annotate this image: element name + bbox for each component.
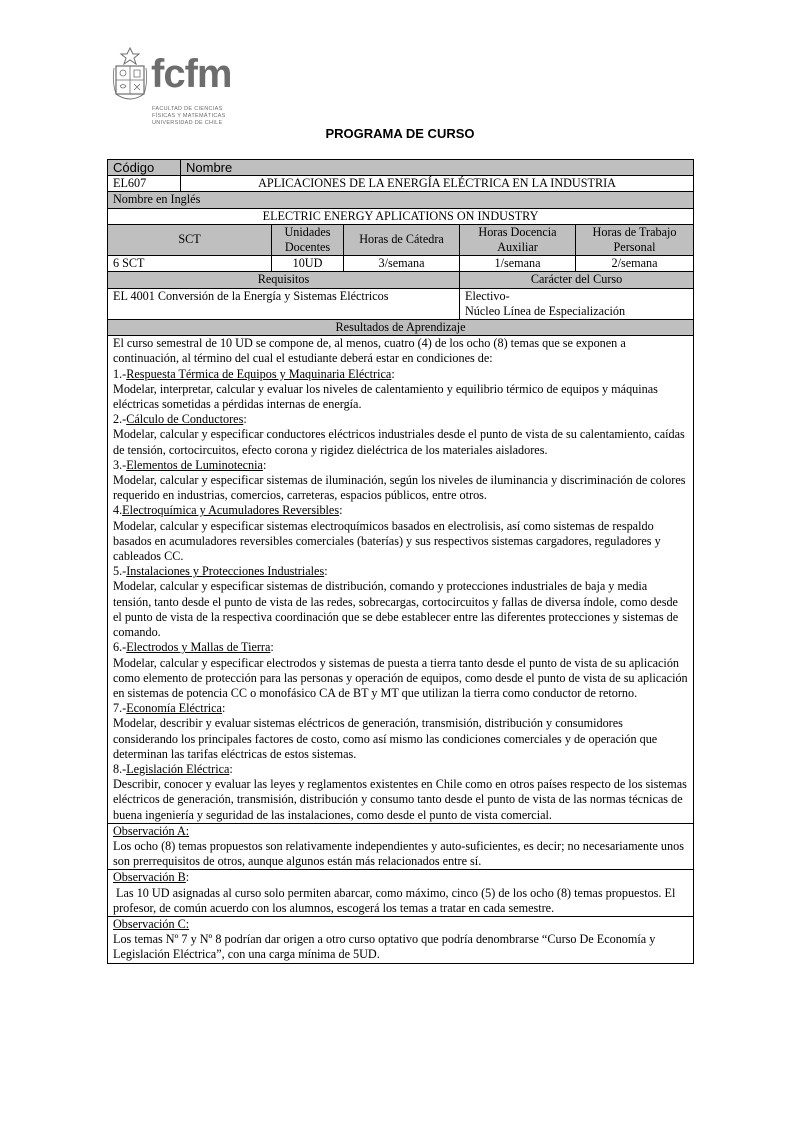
name-label: Nombre — [181, 160, 694, 176]
course-character-label: Carácter del Curso — [460, 272, 694, 288]
auxiliary-hours-header: Horas Docencia Auxiliar — [460, 224, 576, 255]
english-label-row — [108, 192, 694, 208]
sct-value: 6 SCT — [108, 256, 272, 272]
topic-2-heading: 2.-Cálculo de Conductores: — [113, 412, 247, 427]
observation-c — [108, 916, 694, 963]
topic-2-number: 2.- — [113, 412, 127, 427]
course-program-table — [107, 159, 694, 964]
personal-work-hours-value: 2/semana — [576, 256, 694, 272]
requirements-header-row — [108, 272, 694, 288]
topic-1-description: Modelar, interpretar, calcular y evaluar los niveles de calentamiento y equilibrio térmico de equipos y máquinas eléctricas sometidas a pérdidas internas de energía. — [113, 381, 658, 412]
topic-4-title: Electroquímica y Acumuladores Reversibles — [122, 503, 340, 518]
topic-5-description: Modelar, calcular y especificar sistemas de distribución, comando y protecciones industriales de baja y media tensión, tanto desde el punto de vista de las redes, sobrecargas, cortocircuitos y fallas de diversa índole, como desde el punto de vista de la respectiva coordinación que se debe establecer entre las diferentes protecciones y sistemas de comando. — [113, 579, 679, 640]
course-character-line-2: Núcleo Línea de Especialización — [465, 303, 626, 318]
learning-body-row — [108, 336, 694, 824]
topic-5-title: Instalaciones y Protecciones Industriales — [126, 564, 325, 579]
code-label: Código — [108, 160, 181, 176]
lecture-hours-value: 3/semana — [344, 256, 460, 272]
topic-7-number: 7.- — [113, 701, 127, 716]
topic-6-number: 6.- — [113, 640, 127, 655]
topic-7-heading: 7.-Economía Eléctrica: — [113, 701, 226, 716]
sct-header: SCT — [108, 224, 272, 255]
topic-3-description: Modelar, calcular y especificar sistemas de iluminación, según los niveles de iluminancia y discriminación de colores requerido en industrias, comercios, carreteras, espacios públicos, entre otros. — [113, 473, 686, 503]
topic-7-description: Modelar, describir y evaluar sistemas eléctricos de generación, transmisión, distribución y consumidores considerando los principales factores de costo, como así mismo las condiciones comerciales y de operación que determinan las tarifas eléctricas de estos sistemas. — [113, 716, 658, 761]
topic-5-number: 5.- — [113, 564, 127, 579]
institution-line-1: FACULTAD DE CIENCIAS — [152, 106, 223, 112]
topic-8-title: Legislación Eléctrica — [126, 761, 230, 776]
topic-1-title: Respuesta Térmica de Equipos y Maquinaria Eléctrica — [126, 366, 392, 381]
learning-outcomes-body — [108, 336, 694, 824]
topic-2-description: Modelar, calcular y especificar conductores eléctricos industriales desde el punto de vista de su calentamiento, caídas de tensión, cortocircuitos, efecto corona y rigidez dieléctrica de los materiales aisladores. — [113, 427, 685, 457]
topic-2-title: Cálculo de Conductores — [126, 412, 244, 427]
english-name: ELECTRIC ENERGY APLICATIONS ON INDUSTRY — [108, 208, 694, 224]
requirements-label: Requisitos — [108, 272, 460, 288]
fcfm-logo — [112, 46, 252, 132]
university-seal-icon — [112, 46, 148, 108]
observation-a-title: Observación A: — [113, 823, 190, 838]
course-name: APLICACIONES DE LA ENERGÍA ELÉCTRICA EN LA INDUSTRIA — [181, 176, 694, 192]
teaching-units-value: 10UD — [272, 256, 344, 272]
course-character-line-1: Electivo- — [465, 288, 510, 303]
lecture-hours-header: Horas de Cátedra — [344, 224, 460, 255]
observation-b-title: Observación B — [113, 870, 186, 885]
topic-3-title: Elementos de Luminotecnia — [126, 457, 263, 472]
code-name-row — [108, 176, 694, 192]
auxiliary-hours-value: 1/semana — [460, 256, 576, 272]
units-header-row — [108, 224, 694, 255]
topic-6-heading: 6.-Electrodos y Mallas de Tierra: — [113, 640, 274, 655]
topic-6-description: Modelar, calcular y especificar electrodos y sistemas de puesta a tierra tanto desde el punto de vista de su aplicación como elemento de protección para las personas y operación de equipos, como desde el punto de vista de su aplicación en sistemas de potencia CC o monofásico CA de BT y MT que utilizan la tierra como conductor de retorno. — [113, 655, 688, 700]
topic-4-number: 4. — [113, 503, 123, 518]
topic-6-title: Electrodos y Mallas de Tierra — [126, 640, 271, 655]
observation-b-text: Las 10 UD asignadas al curso solo permiten abarcar, como máximo, cinco (5) de los ocho (8) temas propuestos. El profesor, de común acuerdo con los alumnos, escogerá los temas a tratar en cada semestre. — [113, 885, 679, 915]
english-name-label: Nombre en Inglés — [108, 192, 694, 208]
observation-b-heading: Observación B: — [113, 870, 190, 885]
topic-4-description: Modelar, calcular y especificar sistemas electroquímicos basados en electrolisis, así como sistemas de respaldo basados en acumuladores reversibles comerciales (baterías) y sus respectivos sistemas cargadores, reguladores y cableados CC. — [113, 518, 661, 564]
observation-b-row — [108, 870, 694, 917]
institution-line-2: FÍSICAS Y MATEMÁTICAS — [152, 113, 226, 119]
topic-7-title: Economía Eléctrica — [126, 701, 222, 716]
units-values-row — [108, 256, 694, 272]
institution-line-3: UNIVERSIDAD DE CHILE — [152, 120, 223, 126]
topic-4-heading: 4.Electroquímica y Acumuladores Reversibles: — [113, 503, 343, 518]
document-title: PROGRAMA DE CURSO — [325, 126, 475, 141]
fcfm-wordmark: fcfm — [151, 52, 232, 96]
observation-c-text: Los temas Nº 7 y Nº 8 podrían dar origen a otro curso optativo que podría denombrarse “Curso De Economía y Legislación Eléctrica”, con una carga mínima de 5UD. — [113, 932, 656, 962]
observation-b — [108, 870, 694, 917]
topic-3-heading: 3.-Elementos de Luminotecnia: — [113, 457, 267, 472]
topic-8-heading: 8.-Legislación Eléctrica: — [113, 761, 233, 776]
learning-header-row — [108, 320, 694, 336]
topic-8-description: Describir, conocer y evaluar las leyes y reglamentos existentes en Chile como en otros países respecto de los sistemas eléctricos de generación, transmisión, distribución y consumo tanto desde el punto de vista de las normas técnicas de buena ingeniería y seguridad de las instalaciones, como desde el punto de vista comercial. — [113, 777, 687, 822]
learning-intro: El curso semestral de 10 UD se compone de, al menos, cuatro (4) de los ocho (8) temas que se exponen a continuación, al término del cual el estudiante deberá estar en condiciones de: — [113, 336, 626, 366]
observation-c-title: Observación C: — [113, 916, 190, 931]
english-name-row — [108, 208, 694, 224]
observation-a-row — [108, 823, 694, 870]
learning-outcomes-label: Resultados de Aprendizaje — [108, 320, 694, 336]
observation-a-text: Los ocho (8) temas propuestos son relativamente independientes y auto-suficientes, es decir; no necesariamente unos son prerrequisitos de otros, aunque algunos están más relacionados entre sí. — [113, 838, 684, 869]
code-name-header-row — [108, 160, 694, 176]
course-character-value — [460, 288, 694, 319]
topic-8-number: 8.- — [113, 761, 127, 776]
topic-5-heading: 5.-Instalaciones y Protecciones Industriales: — [113, 564, 328, 579]
course-code: EL607 — [108, 176, 181, 192]
observation-c-row — [108, 916, 694, 963]
topic-3-number: 3.- — [113, 457, 127, 472]
requirements-row — [108, 288, 694, 319]
teaching-units-header: Unidades Docentes — [272, 224, 344, 255]
topic-1-heading: 1.-Respuesta Térmica de Equipos y Maquinaria Eléctrica: — [113, 366, 395, 381]
topic-1-number: 1.- — [113, 366, 127, 381]
observation-a — [108, 823, 694, 870]
personal-work-hours-header: Horas de Trabajo Personal — [576, 224, 694, 255]
requirements-value: EL 4001 Conversión de la Energía y Sistemas Eléctricos — [108, 288, 460, 319]
